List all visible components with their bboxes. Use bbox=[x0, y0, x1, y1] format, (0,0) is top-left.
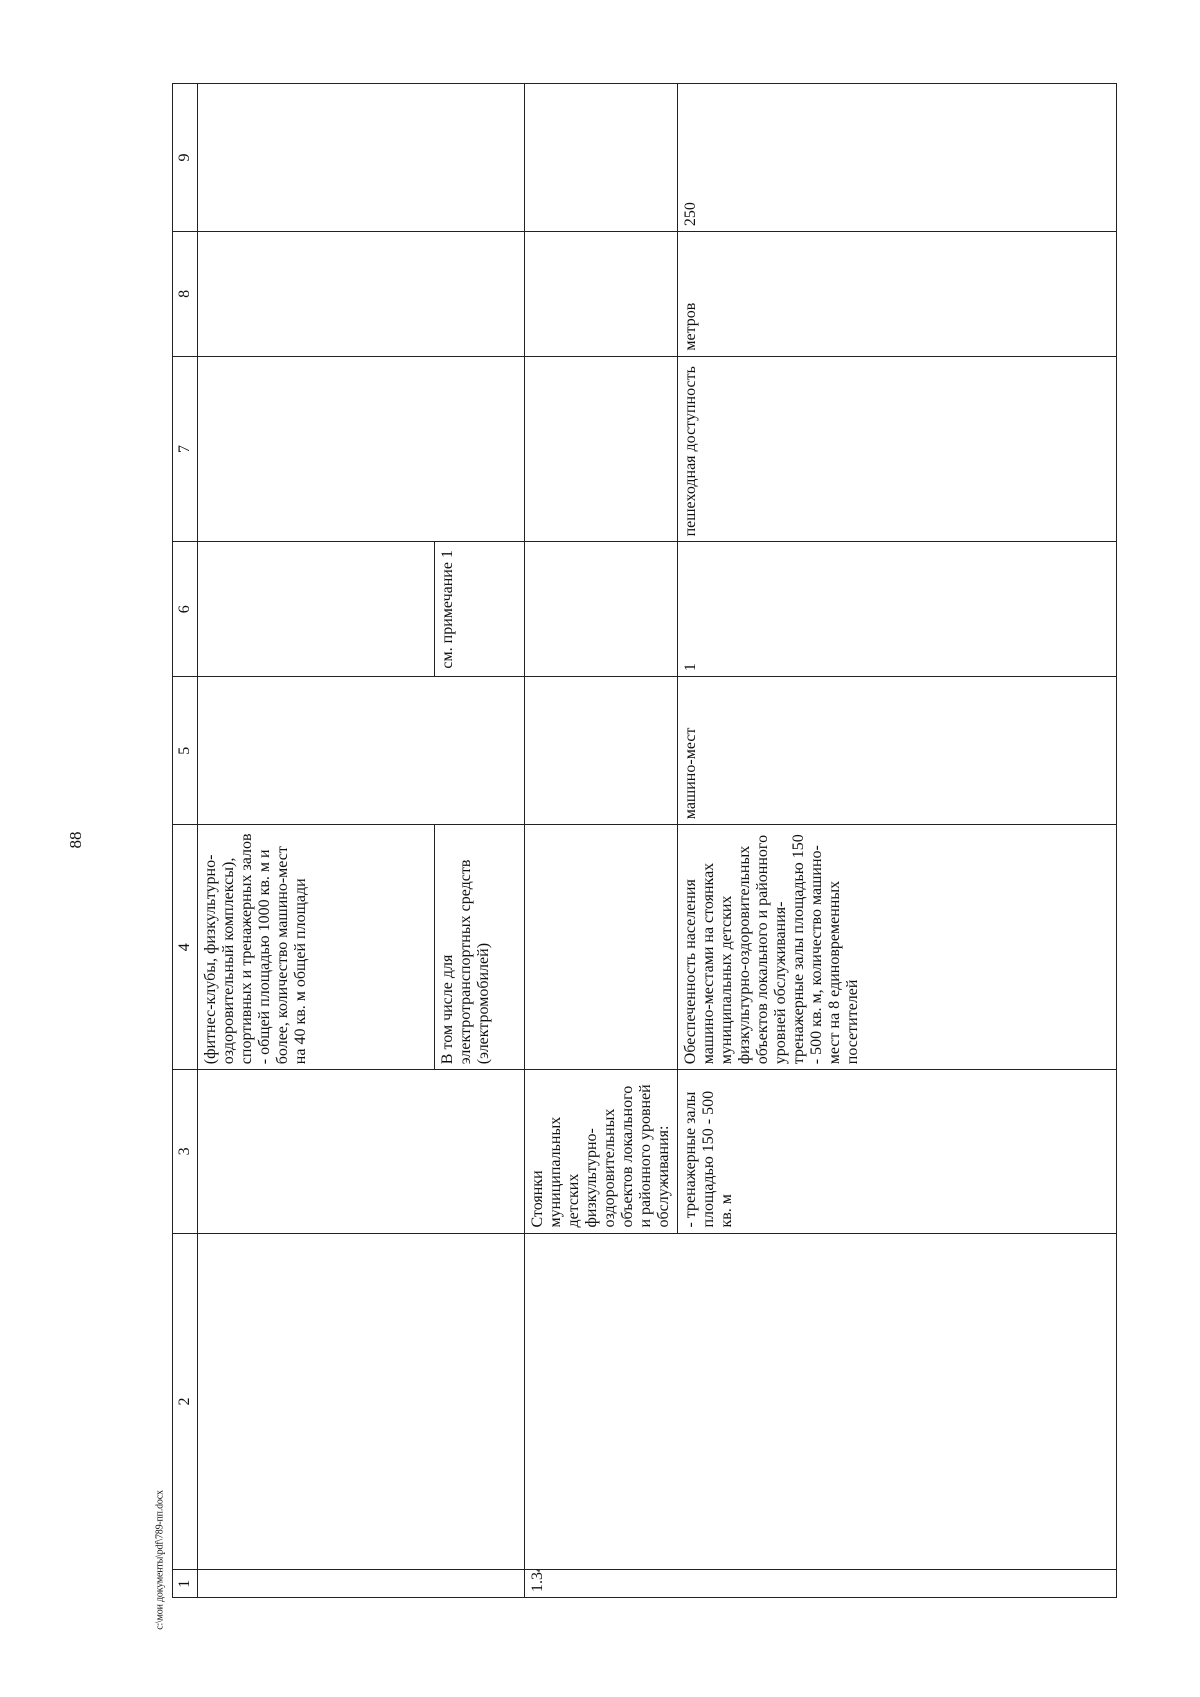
header-cell: 1 bbox=[173, 1570, 198, 1598]
table-cell bbox=[525, 1233, 1117, 1570]
header-cell: 8 bbox=[173, 232, 198, 357]
table-row bbox=[198, 84, 435, 1598]
header-cell: 4 bbox=[173, 825, 198, 1070]
table-cell: машино-мест bbox=[678, 677, 1117, 825]
table-cell bbox=[198, 1570, 525, 1598]
table-cell bbox=[525, 232, 678, 357]
table-cell bbox=[525, 542, 678, 677]
table-cell: (фитнес-клубы, физкультурно-оздоровительный комплексы), спортивных и тренажерных залов - общей площадью 1000 кв. м и более, количество машино-мест на 40 кв. м общей площади bbox=[198, 825, 435, 1070]
table-cell: В том числе для электротранспортных средств (электромобилей) bbox=[435, 825, 525, 1070]
rotated-table-container bbox=[172, 83, 1117, 1598]
footer-file-path: c:\мои документы\pdf\789-пп.docx bbox=[154, 1490, 166, 1630]
table-cell: см. примечание 1 bbox=[435, 542, 525, 677]
header-cell: 3 bbox=[173, 1070, 198, 1233]
table-cell bbox=[198, 1233, 525, 1570]
header-cell: 7 bbox=[173, 356, 198, 542]
header-cell: 5 bbox=[173, 677, 198, 825]
table-cell: 1.34 bbox=[525, 1570, 1117, 1598]
data-table bbox=[172, 83, 1117, 1598]
table-cell: пешеходная доступность bbox=[678, 356, 1117, 542]
table-cell bbox=[525, 84, 678, 232]
table-cell bbox=[525, 825, 678, 1070]
header-cell: 6 bbox=[173, 542, 198, 677]
table-cell bbox=[198, 1070, 525, 1233]
header-row bbox=[173, 84, 198, 1598]
table-cell: - тренажерные залы площадью 150 - 500 кв. м bbox=[678, 1070, 1117, 1233]
table-cell bbox=[198, 677, 525, 825]
table-cell: метров bbox=[678, 232, 1117, 357]
header-cell: 9 bbox=[173, 84, 198, 232]
table-cell bbox=[198, 232, 525, 357]
table-cell bbox=[525, 677, 678, 825]
table-cell bbox=[198, 356, 525, 542]
table-cell: 1 bbox=[678, 542, 1117, 677]
table-row bbox=[525, 84, 678, 1598]
header-cell: 2 bbox=[173, 1233, 198, 1570]
table-cell bbox=[198, 84, 525, 232]
table-cell bbox=[525, 356, 678, 542]
table-cell bbox=[198, 542, 435, 677]
table-cell: Стоянки муниципальных детских физкультурно-оздоровительных объектов локального и районного уровней обслуживания: bbox=[525, 1070, 678, 1233]
table-cell: Обеспеченность населения машино-местами на стоянках муниципальных детских физкультурно-оздоровительных объектов локального и районного уровней обслуживания-тренажерные залы площадью 150 - 500 кв. м, количество машино-мест на 8 единовременных посетителей bbox=[678, 825, 1117, 1070]
page-number: 88 bbox=[66, 831, 85, 849]
table-cell: 250 bbox=[678, 84, 1117, 232]
